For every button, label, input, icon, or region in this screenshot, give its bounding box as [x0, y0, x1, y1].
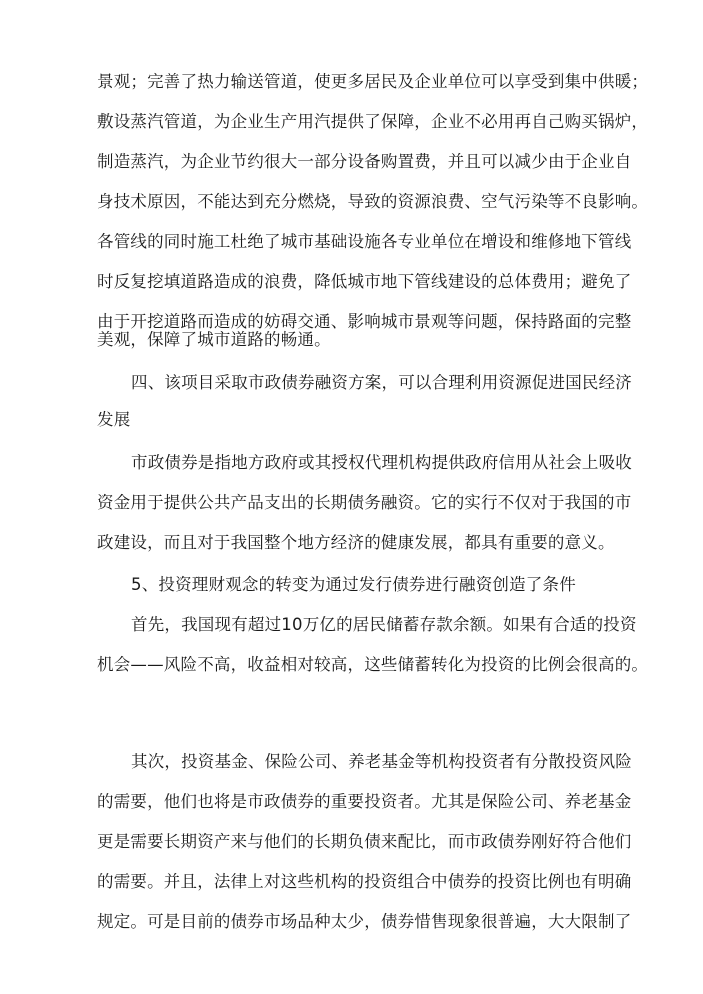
- paragraph-2-line-2: 资金用于提供公共产品支出的长期债务融资。它的实行不仅对于我国的市: [97, 493, 632, 512]
- paragraph-4-line-4: 的需要。并且，法律上对这些机构的投资组合中债券的投资比例也有明确: [97, 872, 632, 891]
- paragraph-1-line-1: 景观；完善了热力输送管道，使更多居民及企业单位可以享受到集中供暖；: [97, 72, 649, 91]
- paragraph-1-line-6: 时反复挖填道路造成的浪费，降低城市地下管线建设的总体费用；避免了: [97, 272, 632, 291]
- paragraph-4-line-5: 规定。可是目前的债券市场品种太少，债券惜售现象很普遍，大大限制了: [97, 912, 632, 931]
- paragraph-1-line-5: 各管线的同时施工杜绝了城市基础设施各专业单位在增设和维修地下管线: [97, 232, 632, 251]
- paragraph-1-line-2: 敷设蒸汽管道，为企业生产用汽提供了保障，企业不必用再自己购买锅炉，: [97, 112, 649, 131]
- paragraph-1-line-8: 美观，保障了城市道路的畅通。: [97, 330, 331, 349]
- paragraph-2-line-1: 市政债券是指地方政府或其授权代理机构提供政府信用从社会上吸收: [131, 453, 632, 472]
- paragraph-1-line-3: 制造蒸汽，为企业节约很大一部分设备购置费，并且可以减少由于企业自: [97, 152, 632, 171]
- section-heading-5: 5、投资理财观念的转变为通过发行债券进行融资创造了条件: [131, 575, 576, 594]
- section-heading-4-line-1: 四、该项目采取市政债券融资方案，可以合理利用资源促进国民经济: [131, 373, 632, 392]
- paragraph-2-line-3: 政建设，而且对于我国整个地方经济的健康发展，都具有重要的意义。: [97, 533, 615, 552]
- paragraph-4-line-2: 的需要，他们也将是市政债券的重要投资者。尤其是保险公司、养老基金: [97, 792, 632, 811]
- section-heading-4-line-2: 发展: [97, 410, 131, 429]
- paragraph-3-line-2: 机会——风险不高，收益相对较高，这些储蓄转化为投资的比例会很高的。: [97, 655, 649, 674]
- paragraph-4-line-3: 更是需要长期资产来与他们的长期负债来配比，而市政债券刚好符合他们: [97, 832, 632, 851]
- paragraph-4-line-1: 其次，投资基金、保险公司、养老基金等机构投资者有分散投资风险: [131, 752, 632, 771]
- paragraph-1-line-7: 由于开挖道路而造成的妨碍交通、影响城市景观等问题，保持路面的完整: [97, 312, 632, 331]
- paragraph-3-line-1: 首先，我国现有超过10万亿的居民储蓄存款余额。如果有合适的投资: [131, 615, 637, 634]
- paragraph-1-line-4: 身技术原因，不能达到充分燃烧，导致的资源浪费、空气污染等不良影响。: [97, 192, 649, 211]
